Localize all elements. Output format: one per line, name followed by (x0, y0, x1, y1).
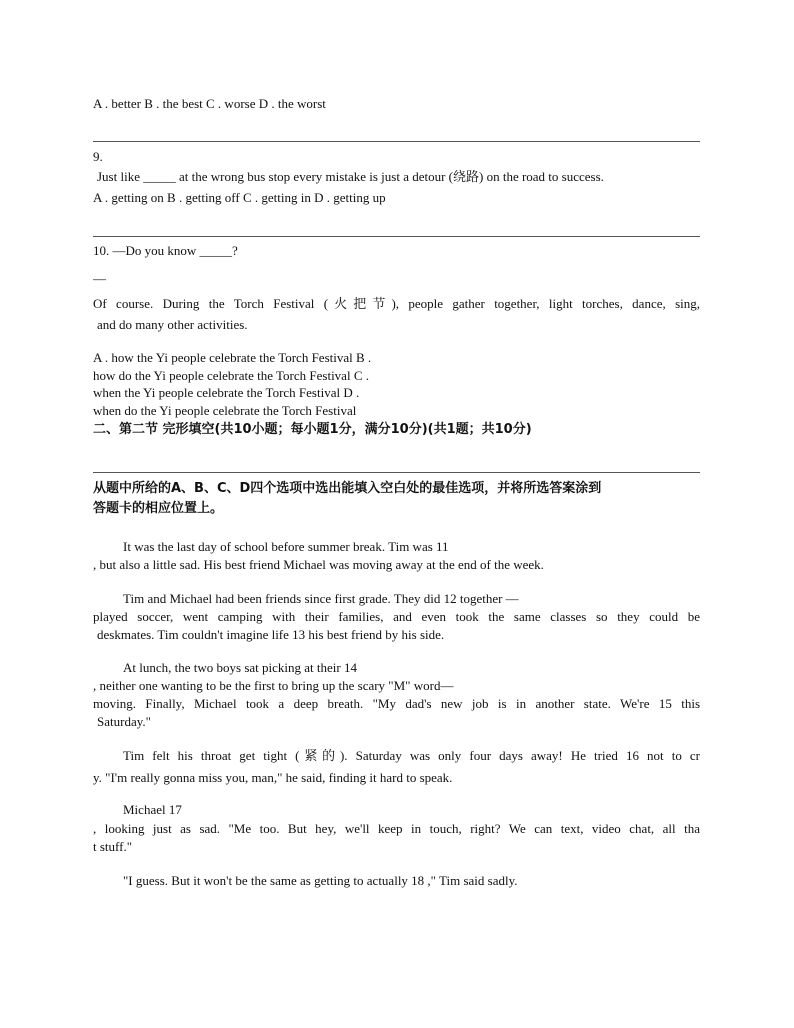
passage-line: At lunch, the two boys sat picking at their 14 (123, 660, 357, 675)
passage-line: deskmates. Tim couldn't imagine life 13 his best friend by his side. (97, 627, 445, 642)
passage-line: , neither one wanting to be the first to bring up the scary "M" word— (93, 678, 454, 693)
passage-line: , looking just as sad. "Me too. But hey, we'll keep in touch, right? We can text, video chat, all tha (93, 821, 700, 836)
section-heading: 二、第二节 完形填空(共10小题；每小题1分，满分10分)(共1题；共10分) (93, 422, 532, 437)
passage-line: Saturday." (97, 714, 151, 729)
q9-options: A . getting on B . getting off C . getting in D . getting up (93, 190, 386, 205)
q10-answer-line: Of course. During the Torch Festival (火把节), people gather together, light torches, dance, sing, (93, 296, 700, 311)
q8-options: A . better B . the best C . worse D . the worst (93, 96, 326, 111)
passage-line: moving. Finally, Michael took a deep breath. "My dad's new job is in another state. We're 15 this (93, 696, 700, 711)
divider (93, 472, 700, 473)
passage-line: played soccer, went camping with their families, and even took the same classes so they could be (93, 609, 700, 624)
passage-line: , but also a little sad. His best friend Michael was moving away at the end of the week. (93, 557, 544, 572)
section-instruction: 答题卡的相应位置上。 (93, 501, 224, 516)
divider (93, 236, 700, 237)
passage-line: It was the last day of school before summer break. Tim was 11 (123, 539, 449, 554)
q10-option-line: when the Yi people celebrate the Torch Festival D . (93, 385, 360, 400)
passage-line: y. "I'm really gonna miss you, man," he said, finding it hard to speak. (93, 770, 453, 785)
passage-line: Tim and Michael had been friends since first grade. They did 12 together — (123, 591, 519, 606)
q10-option-line: A . how the Yi people celebrate the Torch Festival B . (93, 350, 372, 365)
passage-line: Michael 17 (123, 802, 182, 817)
q10-option-line: how do the Yi people celebrate the Torch Festival C . (93, 368, 369, 383)
q9-stem: Just like _____ at the wrong bus stop every mistake is just a detour (绕路) on the road to success. (97, 169, 604, 184)
q10-answer-line: and do many other activities. (97, 317, 248, 332)
divider (93, 141, 700, 142)
q10-stem: 10. —Do you know _____? (93, 243, 238, 258)
q10-option-line: when do the Yi people celebrate the Torch Festival (93, 403, 357, 418)
q9-number: 9. (93, 149, 103, 164)
passage-line: Tim felt his throat get tight (紧的). Saturday was only four days away! He tried 16 not to cr (123, 748, 700, 763)
passage-line: t stuff." (93, 839, 133, 854)
q10-dash: — (93, 271, 106, 286)
passage-line: "I guess. But it won't be the same as getting to actually 18 ," Tim said sadly. (123, 873, 518, 888)
section-instruction: 从题中所给的A、B、C、D四个选项中选出能填入空白处的最佳选项，并将所选答案涂到 (93, 481, 602, 496)
